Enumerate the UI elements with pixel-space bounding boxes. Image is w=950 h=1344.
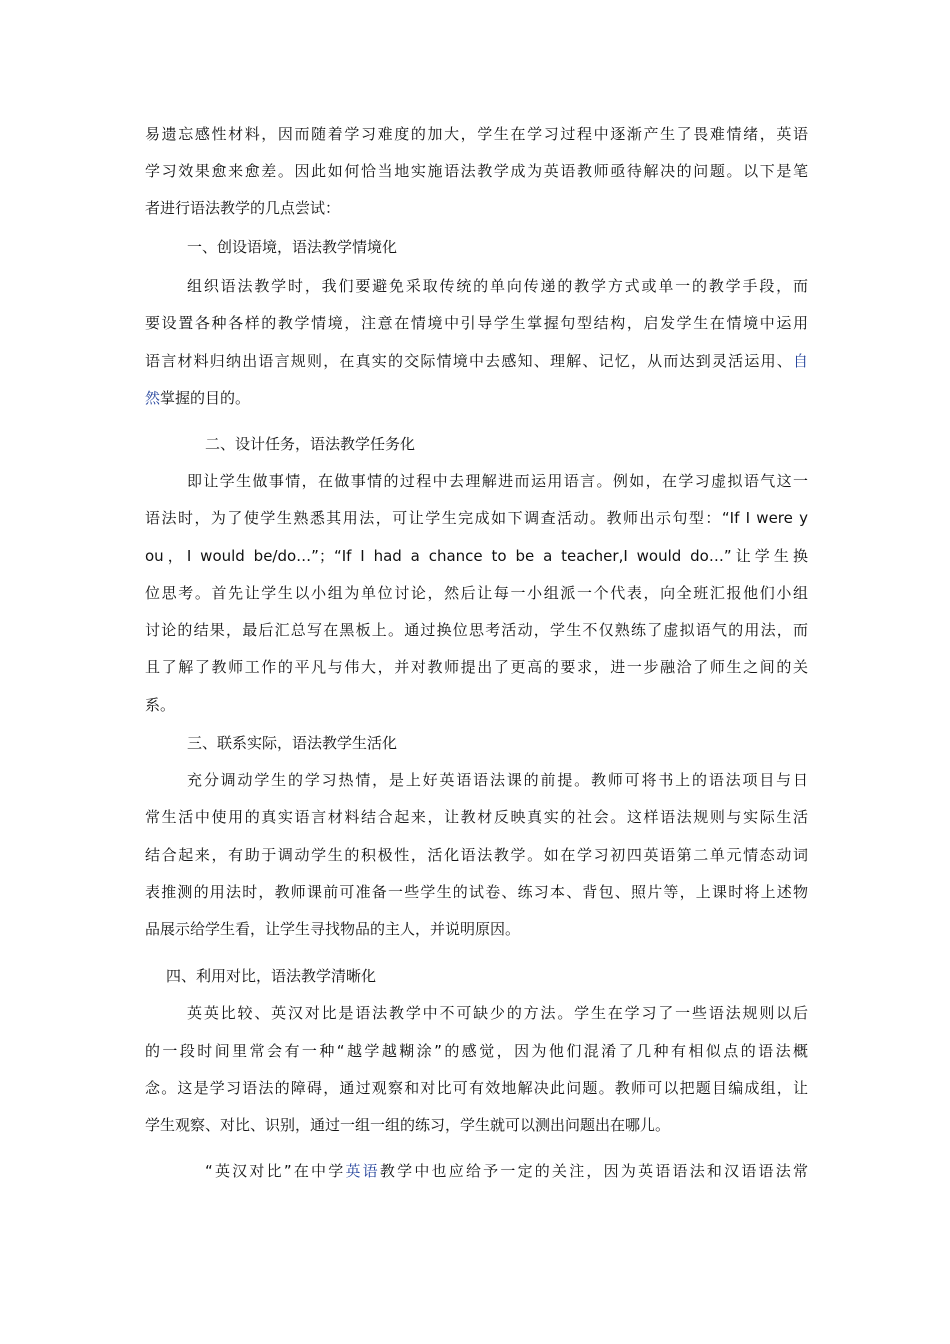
paragraph-line xyxy=(205,1161,808,1181)
paragraph-line: 表推测的用法时，教师课前可准备一些学生的试卷、练习本、背包、照片等，上课时将上述物 xyxy=(145,883,808,901)
link-text[interactable]: 然 xyxy=(145,389,161,407)
paragraph-text: 掌握的目的。 xyxy=(160,389,251,407)
paragraph-line: 组织语法教学时，我们要避免采取传统的单向传递的教学方式或单一的教学手段，而 xyxy=(187,277,808,295)
paragraph-line: 念。这是学习语法的障碍，通过观察和对比可有效地解决此问题。教师可以把题目编成组，让 xyxy=(145,1079,808,1097)
paragraph-line: 者进行语法教学的几点尝试： xyxy=(145,199,341,217)
paragraph-line: 系。 xyxy=(145,696,176,714)
paragraph-line: 学习效果愈来愈差。因此如何恰当地实施语法教学成为英语教师亟待解决的问题。以下是笔 xyxy=(145,162,808,180)
paragraph-line: 语法时，为了使学生熟悉其用法，可让学生完成如下调查活动。教师出示句型：“If I were y xyxy=(145,509,808,527)
paragraph-text: 教学中也应给予一定的关注，因为英语语法和汉语语法常 xyxy=(379,1162,808,1180)
paragraph-line: ou，I would be/do…”；“If I had a chance to be a teacher,I would do…”让学生换 xyxy=(145,547,808,565)
paragraph-line: 学生观察、对比、识别，通过一组一组的练习，学生就可以测出问题出在哪儿。 xyxy=(145,1116,671,1134)
paragraph-line: 讨论的结果，最后汇总写在黑板上。通过换位思考活动，学生不仅熟练了虚拟语气的用法，而 xyxy=(145,621,808,639)
paragraph-line xyxy=(145,351,808,371)
paragraph-line: 英英比较、英汉对比是语法教学中不可缺少的方法。学生在学习了一些语法规则以后 xyxy=(187,1004,808,1022)
paragraph-line: 品展示给学生看，让学生寻找物品的主人，并说明原因。 xyxy=(145,920,521,938)
paragraph-line: 易遗忘感性材料，因而随着学习难度的加大，学生在学习过程中逐渐产生了畏难情绪，英语 xyxy=(145,125,808,143)
paragraph-line: 充分调动学生的学习热情，是上好英语语法课的前提。教师可将书上的语法项目与日 xyxy=(187,771,808,789)
section-heading: 一、创设语境，语法教学情境化 xyxy=(187,238,398,256)
paragraph-line: 常生活中使用的真实语言材料结合起来，让教材反映真实的社会。这样语法规则与实际生活 xyxy=(145,808,808,826)
section-heading: 四、利用对比，语法教学清晰化 xyxy=(166,967,377,985)
link-text[interactable]: 自 xyxy=(792,352,808,370)
paragraph-line: 且了解了教师工作的平凡与伟大，并对教师提出了更高的要求，进一步融洽了师生之间的关 xyxy=(145,658,808,676)
paragraph-text: “英汉对比”在中学 xyxy=(205,1162,346,1180)
section-heading: 三、联系实际，语法教学生活化 xyxy=(187,734,398,752)
paragraph-line: 的一段时间里常会有一种“越学越糊涂”的感觉，因为他们混淆了几种有相似点的语法概 xyxy=(145,1042,808,1060)
paragraph-line xyxy=(145,388,250,408)
section-heading: 二、设计任务，语法教学任务化 xyxy=(205,435,416,453)
paragraph-text: 语言材料归纳出语言规则，在真实的交际情境中去感知、理解、记忆，从而达到灵活运用、 xyxy=(145,352,793,370)
link-text[interactable]: 英语 xyxy=(345,1162,380,1180)
paragraph-line: 即让学生做事情，在做事情的过程中去理解进而运用语言。例如，在学习虚拟语气这一 xyxy=(187,472,808,490)
paragraph-line: 结合起来，有助于调动学生的积极性，活化语法教学。如在学习初四英语第二单元情态动词 xyxy=(145,846,808,864)
paragraph-line: 位思考。首先让学生以小组为单位讨论，然后让每一小组派一个代表，向全班汇报他们小组 xyxy=(145,584,808,602)
paragraph-line: 要设置各种各样的教学情境，注意在情境中引导学生掌握句型结构，启发学生在情境中运用 xyxy=(145,314,808,332)
